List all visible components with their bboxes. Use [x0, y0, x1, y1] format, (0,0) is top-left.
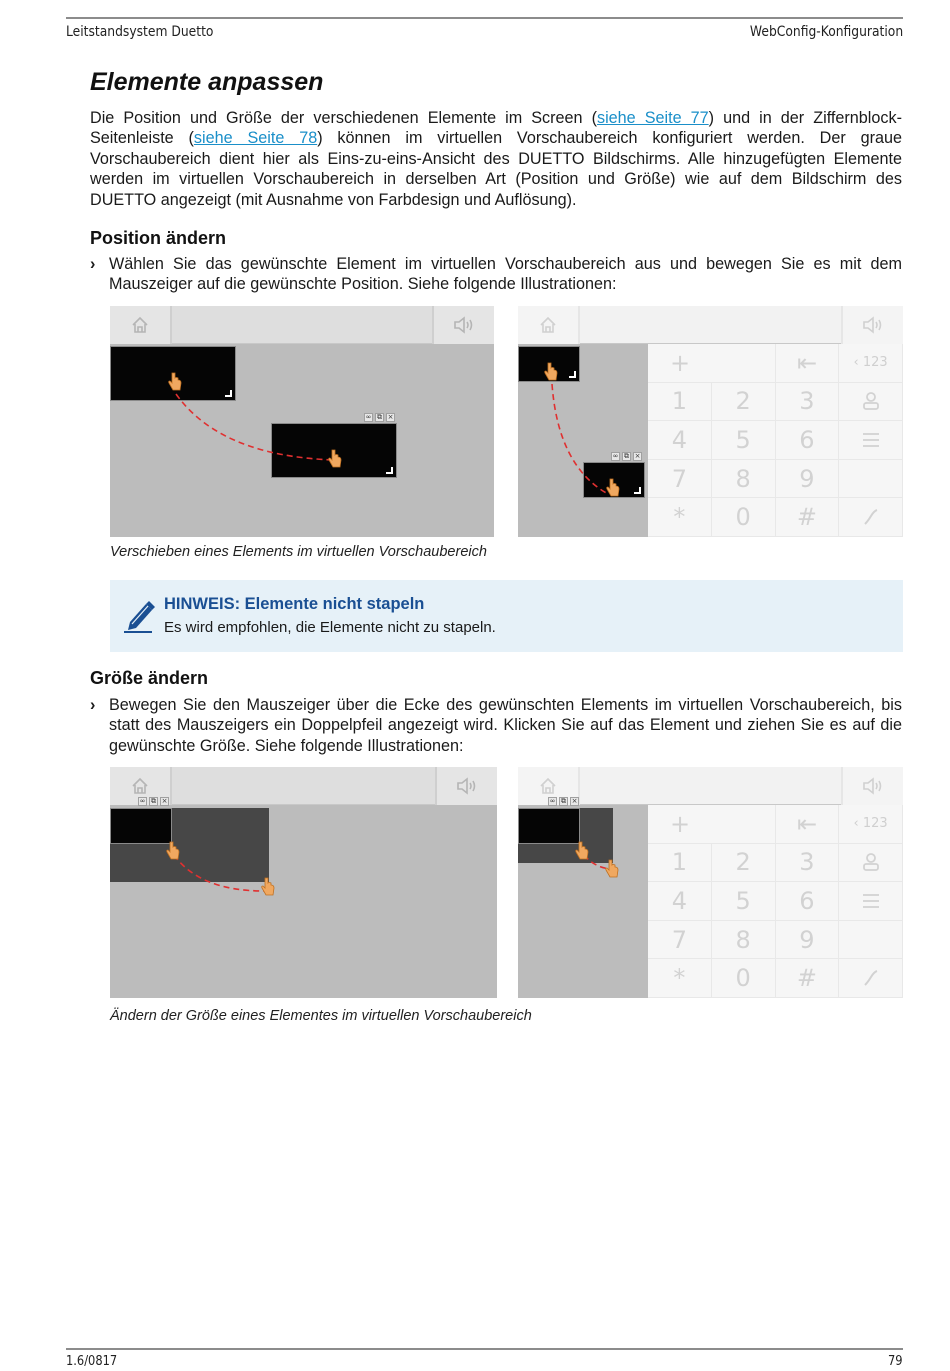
keypad-key[interactable]: 3: [776, 844, 840, 883]
element-toolbar[interactable]: ∞ ⧉ ×: [549, 797, 578, 805]
element-toolbar[interactable]: ∞ ⧉ ×: [139, 797, 168, 805]
keypad-key[interactable]: 4: [648, 421, 712, 460]
keypad-key[interactable]: +: [648, 805, 776, 844]
hand-cursor-icon: [167, 372, 183, 392]
header-rule: [66, 17, 903, 19]
keypad-key[interactable]: 5: [712, 882, 776, 921]
keypad-key[interactable]: 5: [712, 421, 776, 460]
keypad-key[interactable]: 9: [776, 460, 840, 499]
footer-version: 1.6/0817: [66, 1354, 118, 1369]
keypad-key[interactable]: ⇤: [776, 344, 840, 383]
note-title: HINWEIS: Elemente nicht stapeln: [164, 595, 425, 613]
move-keypad-preview: [518, 306, 903, 537]
intro-paragraph: Die Position und Größe der verschiedenen Elemente im Screen (siehe Seite 77) und in der Ziffernblock-Seitenleiste (siehe Seite 78) können im virtuellen Vorschaubereich konfiguriert werden. Der graue Vorschaubereich dient hier als Eins-zu-eins-Ansicht des DUETTO Bildschirms. Alle hinzugefügten Elemente werden im virtuellen Vorschaubereich in derselben Art (Position und Größe) wie auf dem Bildschirm des DUETTO angezeigt (mit Ausnahme von Farbdesign und Auflösung).: [90, 109, 902, 209]
keypad-key[interactable]: 0: [712, 959, 776, 998]
hand-cursor-icon: [543, 362, 559, 382]
bullet-arrow-icon: ›: [90, 255, 96, 273]
element-toolbar[interactable]: ∞ ⧉ ×: [365, 413, 394, 421]
user-icon[interactable]: [839, 844, 903, 883]
resize-screen-preview: [110, 767, 497, 998]
move-screen-preview: [110, 306, 494, 537]
keypad-key[interactable]: 6: [776, 421, 840, 460]
position-instruction: › Wählen Sie das gewünschte Element im virtuellen Vorschaubereich aus und bewegen Sie es mit dem Mauszeiger auf die gewünschte Position. Siehe folgende Illustrationen:: [90, 255, 902, 294]
note-text: Es wird empfohlen, die Elemente nicht zu stapeln.: [164, 619, 496, 636]
footer-page-number: 79: [888, 1354, 903, 1369]
keypad-key[interactable]: 2: [712, 383, 776, 422]
position-heading: Position ändern: [90, 228, 227, 248]
hand-cursor-icon: [165, 841, 181, 861]
keypad-key[interactable]: 4: [648, 882, 712, 921]
handset-icon[interactable]: [839, 498, 903, 537]
keypad-key[interactable]: 8: [712, 460, 776, 499]
keypad: [648, 344, 903, 537]
keypad-key[interactable]: 2: [712, 844, 776, 883]
keypad-key[interactable]: ⇤: [776, 805, 840, 844]
keypad-key[interactable]: #: [776, 959, 840, 998]
keypad-key[interactable]: 8: [712, 921, 776, 960]
keypad-key[interactable]: [839, 460, 903, 499]
link-page-78[interactable]: siehe Seite 78: [193, 129, 318, 148]
keypad-key[interactable]: 7: [648, 921, 712, 960]
drag-path: [110, 767, 497, 998]
keypad-key[interactable]: 1: [648, 844, 712, 883]
hand-cursor-icon: [605, 478, 621, 498]
user-icon[interactable]: [839, 383, 903, 422]
keypad-key[interactable]: *: [648, 959, 712, 998]
element-toolbar[interactable]: ∞ ⧉ ×: [612, 452, 641, 460]
handset-icon[interactable]: [839, 959, 903, 998]
footer-rule: [66, 1348, 903, 1350]
position-figure-caption: Verschieben eines Elements im virtuellen Vorschaubereich: [110, 544, 487, 560]
keypad-key[interactable]: 3: [776, 383, 840, 422]
keypad-key[interactable]: [839, 921, 903, 960]
size-instruction: › Bewegen Sie den Mauszeiger über die Ecke des gewünschten Elements im virtuellen Vorschaubereich, bis statt des Mauszeigers ein Doppelpfeil angezeigt wird. Klicken Sie auf das Element und ziehen Sie es auf die gewünschte Größe. Siehe folgende Illustrationen:: [90, 696, 902, 755]
hand-cursor-icon: [260, 877, 276, 897]
link-page-77[interactable]: siehe Seite 77: [596, 109, 709, 127]
keypad-key[interactable]: 0: [712, 498, 776, 537]
keypad-key[interactable]: 9: [776, 921, 840, 960]
keypad-key[interactable]: #: [776, 498, 840, 537]
hand-cursor-icon: [574, 841, 590, 861]
menu-icon[interactable]: [839, 882, 903, 921]
keypad-key[interactable]: ‹ 123: [839, 805, 903, 844]
keypad-key[interactable]: 6: [776, 882, 840, 921]
section-title: Elemente anpassen: [90, 68, 324, 96]
keypad-key[interactable]: +: [648, 344, 776, 383]
drag-path: [110, 306, 494, 537]
header-left: Leitstandsystem Duetto: [66, 24, 214, 40]
hand-cursor-icon: [327, 449, 343, 469]
header-right: WebConfig-Konfiguration: [749, 24, 903, 40]
size-figure-caption: Ändern der Größe eines Elementes im virtuellen Vorschaubereich: [110, 1008, 532, 1024]
keypad-key[interactable]: ‹ 123: [839, 344, 903, 383]
size-heading: Größe ändern: [90, 668, 209, 688]
note-box: [110, 580, 903, 652]
keypad-key[interactable]: *: [648, 498, 712, 537]
hand-cursor-icon: [604, 859, 620, 879]
keypad: [648, 805, 903, 998]
menu-icon[interactable]: [839, 421, 903, 460]
pencil-note-icon: [122, 598, 156, 634]
keypad-key[interactable]: 7: [648, 460, 712, 499]
keypad-key[interactable]: 1: [648, 383, 712, 422]
resize-keypad-preview: [518, 767, 903, 998]
bullet-arrow-icon: ›: [90, 696, 96, 714]
